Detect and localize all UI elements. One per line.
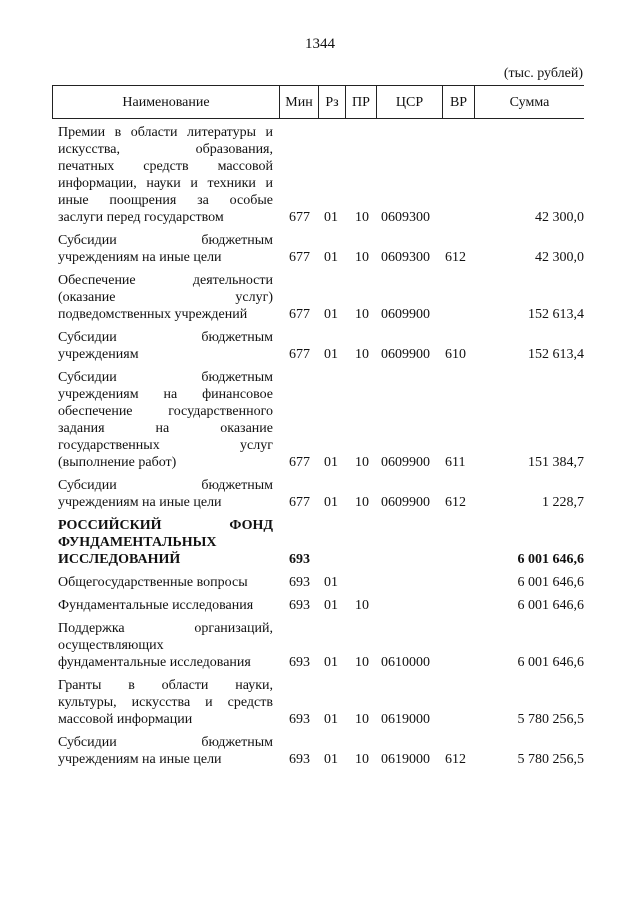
row-min: 677 <box>289 210 310 225</box>
row-sum: 5 780 256,5 <box>517 712 584 727</box>
row-name-line: учреждениям на иные цели <box>58 250 222 265</box>
row-sum: 1 228,7 <box>542 495 584 510</box>
row-sum: 6 001 646,6 <box>517 598 584 613</box>
row-name-line: фундаментальные исследования <box>58 655 251 670</box>
row-rz: 01 <box>324 495 338 510</box>
table-header <box>52 85 584 119</box>
row-name-line: Премии в области литературы и <box>58 125 273 140</box>
row-vr: 612 <box>445 250 466 265</box>
table-row <box>0 734 640 768</box>
row-name <box>58 232 273 266</box>
row-name <box>58 517 273 568</box>
row-csr: 0609300 <box>381 210 430 225</box>
row-min: 677 <box>289 347 310 362</box>
row-name-line: Субсидии бюджетным <box>58 233 273 248</box>
row-rz: 01 <box>324 655 338 670</box>
row-name <box>58 620 273 671</box>
row-csr: 0609900 <box>381 307 430 322</box>
row-csr: 0609900 <box>381 495 430 510</box>
table-row <box>0 620 640 671</box>
row-name <box>58 477 273 511</box>
row-rz: 01 <box>324 598 338 613</box>
row-name-line: иные поощрения за особые <box>58 193 273 208</box>
row-min: 693 <box>289 598 310 613</box>
table-row <box>0 597 640 614</box>
row-min: 677 <box>289 495 310 510</box>
row-name-line: Субсидии бюджетным <box>58 370 273 385</box>
row-sum: 152 613,4 <box>528 347 584 362</box>
row-csr: 0609300 <box>381 250 430 265</box>
table-row <box>0 677 640 728</box>
row-name-line: Гранты в области науки, <box>58 678 273 693</box>
row-csr: 0619000 <box>381 712 430 727</box>
row-name-line: печатных средств массовой <box>58 159 273 174</box>
row-rz: 01 <box>324 575 338 590</box>
row-name-line: искусства, образования, <box>58 142 273 157</box>
row-min: 693 <box>289 712 310 727</box>
row-sum: 6 001 646,6 <box>517 552 584 567</box>
row-rz: 01 <box>324 307 338 322</box>
table-row <box>0 517 640 568</box>
row-name-line: государственных услуг <box>58 438 273 453</box>
row-pr: 10 <box>355 455 369 470</box>
row-vr: 612 <box>445 752 466 767</box>
row-name-line: заслуги перед государством <box>58 210 224 225</box>
row-pr: 10 <box>355 347 369 362</box>
table-row <box>0 369 640 471</box>
row-sum: 151 384,7 <box>528 455 584 470</box>
row-name <box>58 734 273 768</box>
row-pr: 10 <box>355 752 369 767</box>
row-name-line: осуществляющих <box>58 638 164 653</box>
row-min: 677 <box>289 307 310 322</box>
row-name-line: РОССИЙСКИЙ ФОНД <box>58 518 273 533</box>
row-name-line: информации, науки и техники и <box>58 176 273 191</box>
row-name-line: обеспечение государственного <box>58 404 273 419</box>
row-name-line: учреждениям на иные цели <box>58 752 222 767</box>
row-pr: 10 <box>355 495 369 510</box>
row-pr: 10 <box>355 210 369 225</box>
row-name <box>58 677 273 728</box>
row-name-line: Обеспечение деятельности <box>58 273 273 288</box>
row-name-line: (выполнение работ) <box>58 455 177 470</box>
row-pr: 10 <box>355 598 369 613</box>
page-number: 1344 <box>305 36 335 52</box>
row-name-line: подведомственных учреждений <box>58 307 248 322</box>
header-vr: ВР <box>443 86 475 119</box>
header-rz: Рз <box>319 86 346 119</box>
row-min: 677 <box>289 455 310 470</box>
table-row <box>0 232 640 266</box>
row-name <box>58 574 273 591</box>
row-sum: 152 613,4 <box>528 307 584 322</box>
row-vr: 611 <box>445 455 466 470</box>
row-rz: 01 <box>324 210 338 225</box>
row-min: 693 <box>289 575 310 590</box>
row-sum: 6 001 646,6 <box>517 575 584 590</box>
row-min: 677 <box>289 250 310 265</box>
row-pr: 10 <box>355 712 369 727</box>
row-rz: 01 <box>324 250 338 265</box>
row-rz: 01 <box>324 347 338 362</box>
table-row <box>0 124 640 226</box>
header-csr: ЦСР <box>377 86 443 119</box>
header-pr: ПР <box>346 86 377 119</box>
row-min: 693 <box>289 552 310 567</box>
row-min: 693 <box>289 752 310 767</box>
row-name <box>58 597 273 614</box>
table-row <box>0 329 640 363</box>
header-sum: Сумма <box>509 95 550 110</box>
row-pr: 10 <box>355 250 369 265</box>
row-name-line: Субсидии бюджетным <box>58 330 273 345</box>
row-csr: 0619000 <box>381 752 430 767</box>
row-name-line: Фундаментальные исследования <box>58 598 254 613</box>
row-rz: 01 <box>324 752 338 767</box>
row-name <box>58 329 273 363</box>
table-body <box>0 124 640 774</box>
table-row <box>0 574 640 591</box>
row-csr: 0610000 <box>381 655 430 670</box>
row-name-line: Поддержка организаций, <box>58 621 273 636</box>
row-csr: 0609900 <box>381 455 430 470</box>
row-min: 693 <box>289 655 310 670</box>
row-name-line: ИССЛЕДОВАНИЙ <box>58 552 181 567</box>
row-name-line: учреждениям на иные цели <box>58 495 222 510</box>
row-name <box>58 272 273 323</box>
row-rz: 01 <box>324 712 338 727</box>
row-csr: 0609900 <box>381 347 430 362</box>
row-name-line: Общегосударственные вопросы <box>58 575 248 590</box>
row-name-line: Субсидии бюджетным <box>58 478 273 493</box>
row-name-line: культуры, искусства и средств <box>58 695 273 710</box>
units-label: (тыс. рублей) <box>503 66 583 81</box>
row-name-line: учреждениям на финансовое <box>58 387 273 402</box>
row-sum: 6 001 646,6 <box>517 655 584 670</box>
table-row <box>0 477 640 511</box>
row-pr: 10 <box>355 655 369 670</box>
row-pr: 10 <box>355 307 369 322</box>
row-vr: 610 <box>445 347 466 362</box>
row-name <box>58 124 273 226</box>
row-name <box>58 369 273 471</box>
row-sum: 5 780 256,5 <box>517 752 584 767</box>
row-name-line: Субсидии бюджетным <box>58 735 273 750</box>
row-name-line: задания на оказание <box>58 421 273 436</box>
row-name-line: массовой информации <box>58 712 193 727</box>
row-rz: 01 <box>324 455 338 470</box>
header-name: Наименование <box>52 86 280 119</box>
row-name-line: (оказание услуг) <box>58 290 273 305</box>
row-name-line: учреждениям <box>58 347 139 362</box>
row-name-line: ФУНДАМЕНТАЛЬНЫХ <box>58 535 217 550</box>
header-min: Мин <box>280 86 319 119</box>
row-sum: 42 300,0 <box>535 210 584 225</box>
row-vr: 612 <box>445 495 466 510</box>
row-sum: 42 300,0 <box>535 250 584 265</box>
table-row <box>0 272 640 323</box>
